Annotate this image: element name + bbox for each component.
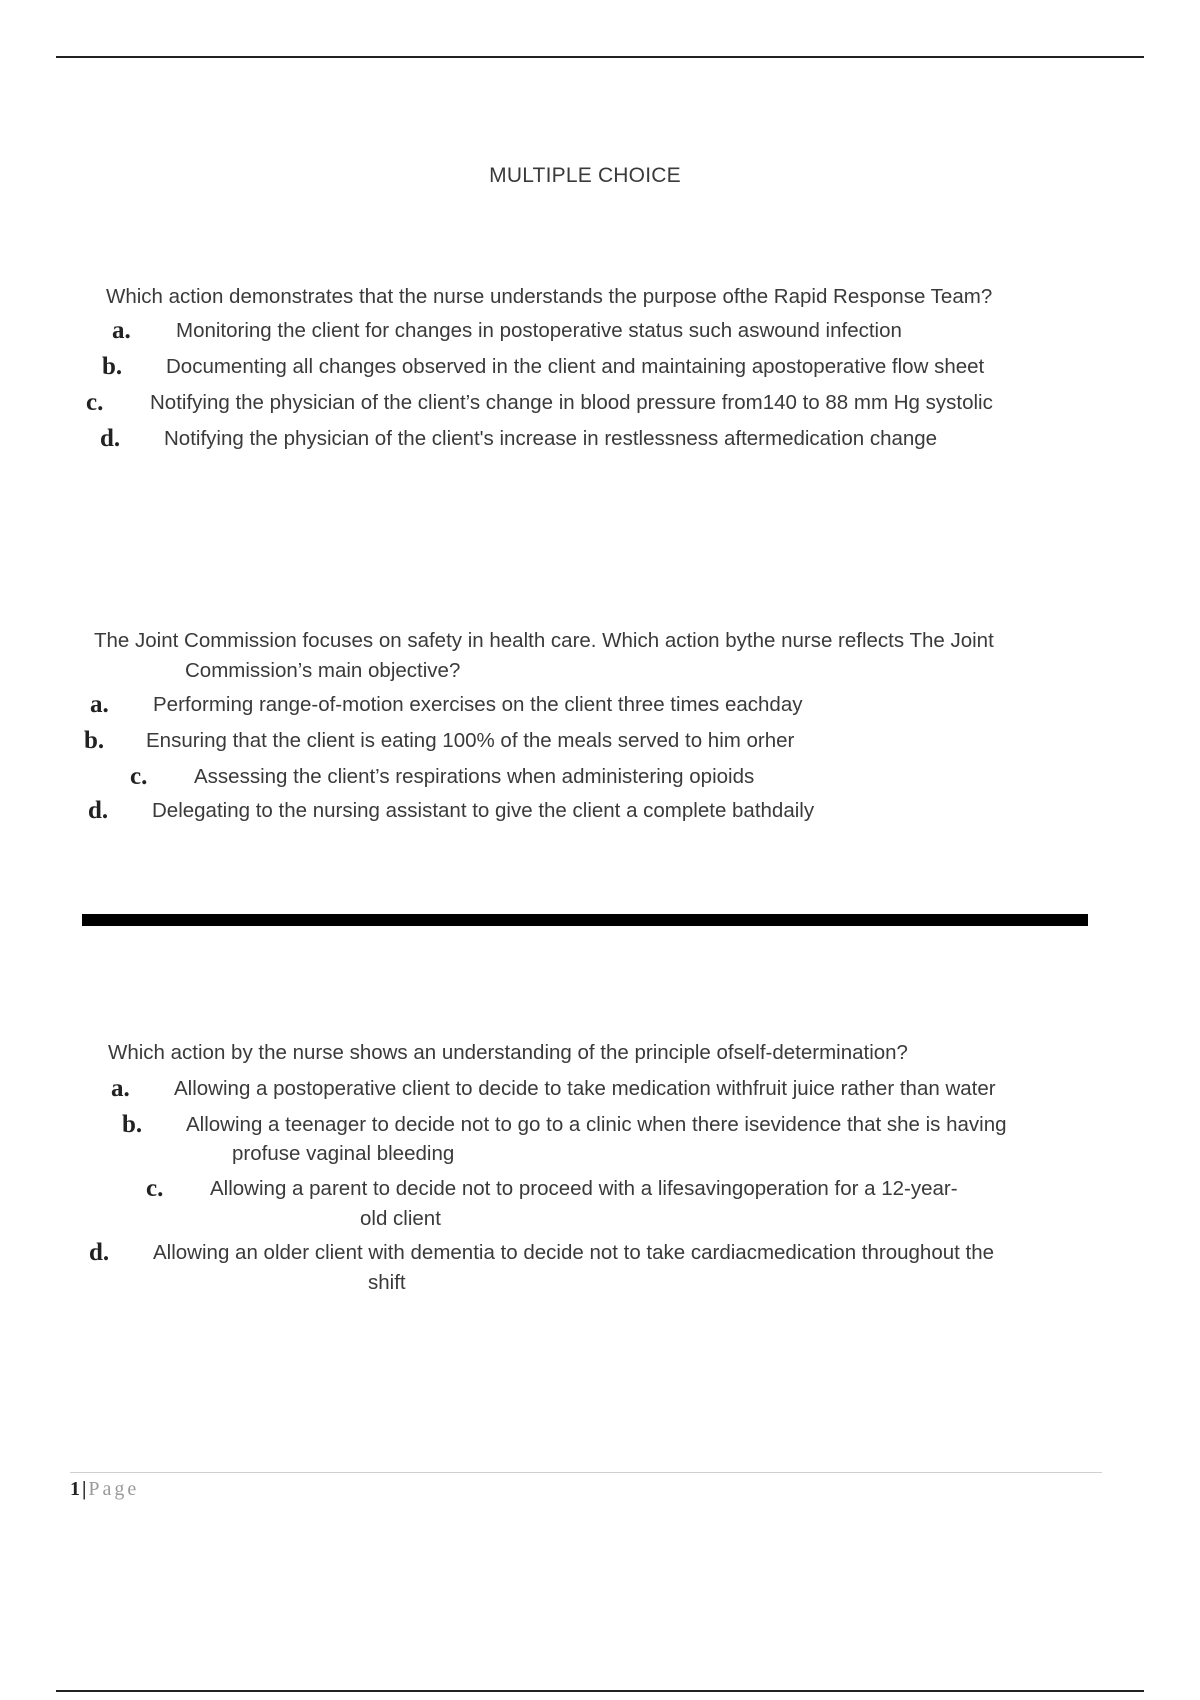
page-label: Page xyxy=(88,1478,140,1500)
footer-separator: | xyxy=(82,1478,87,1500)
question-2-option-d-letter: d. xyxy=(88,797,109,824)
question-1-option-b-letter: b. xyxy=(102,353,123,380)
question-1-option-d-letter: d. xyxy=(100,425,121,452)
question-3-option-b-continued: profuse vaginal bleeding xyxy=(232,1142,455,1165)
question-1-option-c-letter: c. xyxy=(86,389,104,416)
top-rule xyxy=(56,56,1144,58)
question-2-option-b-letter: b. xyxy=(84,727,105,754)
question-3-option-d-letter: d. xyxy=(89,1239,110,1266)
bottom-rule xyxy=(56,1690,1144,1692)
question-1-option-a-letter: a. xyxy=(112,317,131,344)
question-3-option-c-continued: old client xyxy=(360,1207,441,1230)
question-2-option-c: Assessing the client’s respirations when administering opioids xyxy=(194,765,755,788)
question-3-option-d: Allowing an older client with dementia to decide not to take cardiacmedication throughout the xyxy=(153,1241,995,1264)
question-3-stem: Which action by the nurse shows an understanding of the principle ofself-determination? xyxy=(108,1041,908,1064)
question-3-option-b: Allowing a teenager to decide not to go to a clinic when there isevidence that she is having xyxy=(186,1113,1007,1136)
question-2-option-d: Delegating to the nursing assistant to give the client a complete bathdaily xyxy=(152,799,815,822)
question-3-option-a: Allowing a postoperative client to decide to take medication withfruit juice rather than water xyxy=(174,1077,996,1100)
question-2-stem: The Joint Commission focuses on safety in health care. Which action bythe nurse reflects The Joint xyxy=(94,629,994,652)
question-1-option-d: Notifying the physician of the client's increase in restlessness aftermedication change xyxy=(164,427,938,450)
page-heading: MULTIPLE CHOICE xyxy=(489,164,681,187)
question-2-option-a-letter: a. xyxy=(90,691,109,718)
question-3-option-c-letter: c. xyxy=(146,1175,164,1202)
question-1-option-c: Notifying the physician of the client’s change in blood pressure from140 to 88 mm Hg systolic xyxy=(150,391,993,414)
question-2-option-c-letter: c. xyxy=(130,763,148,790)
question-3-option-a-letter: a. xyxy=(111,1075,130,1102)
question-3-option-c: Allowing a parent to decide not to proceed with a lifesavingoperation for a 12-year- xyxy=(210,1177,958,1200)
question-1-option-a: Monitoring the client for changes in postoperative status such aswound infection xyxy=(176,319,902,342)
question-1-stem: Which action demonstrates that the nurse understands the purpose ofthe Rapid Response Team? xyxy=(106,285,993,308)
question-1-option-b: Documenting all changes observed in the client and maintaining apostoperative flow sheet xyxy=(166,355,985,378)
question-3-option-d-continued: shift xyxy=(368,1271,406,1294)
question-2-option-b: Ensuring that the client is eating 100% of the meals served to him orher xyxy=(146,729,795,752)
question-3-option-b-letter: b. xyxy=(122,1111,143,1138)
page-footer xyxy=(70,1478,139,1501)
section-divider xyxy=(82,914,1088,926)
question-2-stem-continued: Commission’s main objective? xyxy=(185,659,461,682)
question-2-option-a: Performing range-of-motion exercises on the client three times eachday xyxy=(153,693,803,716)
footer-rule xyxy=(70,1472,1102,1473)
page-number: 1 xyxy=(70,1478,80,1500)
